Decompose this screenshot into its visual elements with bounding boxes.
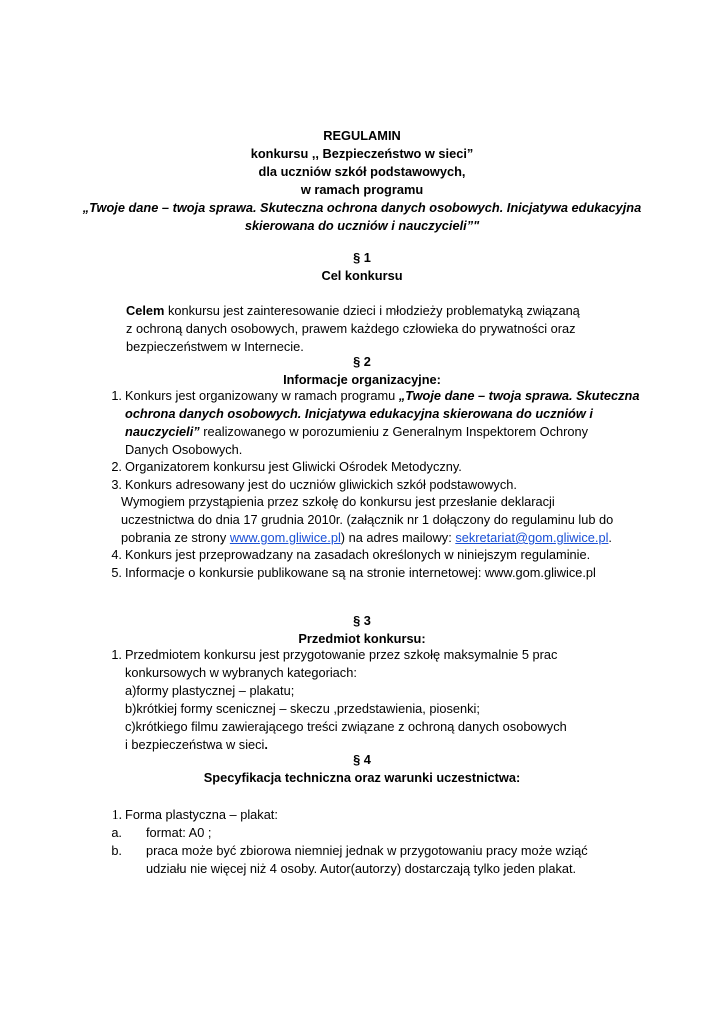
section-4-sign: § 4 (353, 752, 371, 767)
section-1-sign: § 1 (353, 250, 371, 265)
header-line-program: w ramach programu (300, 182, 424, 197)
program-name-emphasis-end: nauczycieli” (125, 424, 200, 439)
list-item-text: realizowanego w porozumieniu z Generalnym Inspektorem Ochrony (199, 424, 589, 439)
section-1-lead: Celem (126, 303, 165, 318)
requirement-text-3a: pobrania ze strony (121, 530, 230, 545)
list-item-text: Organizatorem konkursu jest Gliwicki Ośrodek Metodyczny. (125, 459, 462, 474)
sub-item-text: format: A0 ; (146, 825, 212, 840)
sub-item-text: praca może być zbiorowa niemniej jednak w przygotowaniu pracy może wziąć (146, 843, 588, 858)
secretariat-email-link[interactable]: sekretariat@gom.gliwice.pl (455, 530, 609, 545)
requirement-text-2: uczestnictwa do dnia 17 grudnia 2010r. (załącznik nr 1 dołączony do regulaminu lub do (121, 512, 614, 527)
section-1-text-1: konkursu jest zainteresowanie dzieci i młodzieży problematyką związaną (164, 303, 580, 318)
category-a: a)formy plastycznej – plakatu; (125, 683, 295, 698)
section-2-sign: § 2 (353, 354, 371, 369)
document-title: REGULAMIN (323, 128, 401, 143)
list-item-number: 1. (111, 807, 122, 822)
sub-item-letter: a. (111, 825, 122, 840)
section-2-title: Informacje organizacyjne: (283, 372, 441, 387)
category-c: c)krótkiego filmu zawierającego treści związane z ochroną danych osobowych (125, 719, 567, 734)
header-line-program-name: „Twoje dane – twoja sprawa. Skuteczna ochrona danych osobowych. Inicjatywa edukacyjna (82, 200, 642, 215)
category-c-cont-period: . (264, 737, 268, 752)
sub-item-text-cont: udziału nie więcej niż 4 osoby. Autor(autorzy) dostarczają tylko jeden plakat. (146, 861, 577, 876)
program-name-emphasis-cont: ochrona danych osobowych. Inicjatywa edukacyjna skierowana do uczniów i (125, 406, 593, 421)
list-item-text: Informacje o konkursie publikowane są na stronie internetowej: www.gom.gliwice.pl (125, 565, 596, 580)
section-1-title: Cel konkursu (321, 268, 403, 283)
category-b: b)krótkiej formy scenicznej – skeczu ,przedstawienia, piosenki; (125, 701, 480, 716)
document-header (80, 127, 644, 235)
list-item-text: Konkurs adresowany jest do uczniów gliwickich szkół podstawowych. (125, 477, 517, 492)
section-1-paragraph (126, 302, 580, 320)
list-item-number: 4. (111, 547, 122, 562)
program-name-emphasis: „Twoje dane – twoja sprawa. Skuteczna (398, 388, 640, 403)
section-3-text-2: konkursowych w wybranych kategoriach: (125, 665, 357, 680)
list-item-number: 1. (111, 647, 122, 662)
section-3-sign: § 3 (353, 613, 371, 628)
list-item-text: Przedmiotem konkursu jest przygotowanie przez szkołę maksymalnie 5 prac (125, 647, 558, 662)
gom-website-link[interactable]: www.gom.gliwice.pl (229, 530, 341, 545)
list-item-number: 2. (111, 459, 122, 474)
list-item-text: Danych Osobowych. (125, 442, 243, 457)
section-1-text-2: z ochroną danych osobowych, prawem każdego człowieka do prywatności oraz (126, 321, 576, 336)
section-1-text-3: bezpieczeństwem w Internecie. (126, 339, 304, 354)
header-line-audience: dla uczniów szkół podstawowych, (258, 164, 466, 179)
list-item-number: 3. (111, 477, 122, 492)
list-item-text: Konkurs jest organizowany w ramach programu (125, 388, 399, 403)
requirement-text-1: Wymogiem przystąpienia przez szkołę do konkursu jest przesłanie deklaracji (121, 494, 555, 509)
sub-item-letter: b. (111, 843, 122, 858)
requirement-text-3c: . (608, 530, 612, 545)
list-item-number: 5. (111, 565, 122, 580)
list-item-text: Konkurs jest przeprowadzany na zasadach określonych w niniejszym regulaminie. (125, 547, 591, 562)
requirement-text-3 (121, 529, 612, 547)
section-3-title: Przedmiot konkursu: (298, 631, 426, 646)
category-c-cont-text: i bezpieczeństwa w sieci (125, 737, 265, 752)
list-item-text: Forma plastyczna – plakat: (125, 807, 278, 822)
header-line-contest: konkursu ,, Bezpieczeństwo w sieci” (250, 146, 474, 161)
section-4-title: Specyfikacja techniczna oraz warunki uczestnictwa: (203, 770, 521, 785)
list-item-number: 1. (111, 388, 122, 403)
header-line-program-name-cont: skierowana do uczniów i nauczycieli”" (244, 218, 480, 233)
requirement-text-3b: ) na adres mailowy: (340, 530, 456, 545)
